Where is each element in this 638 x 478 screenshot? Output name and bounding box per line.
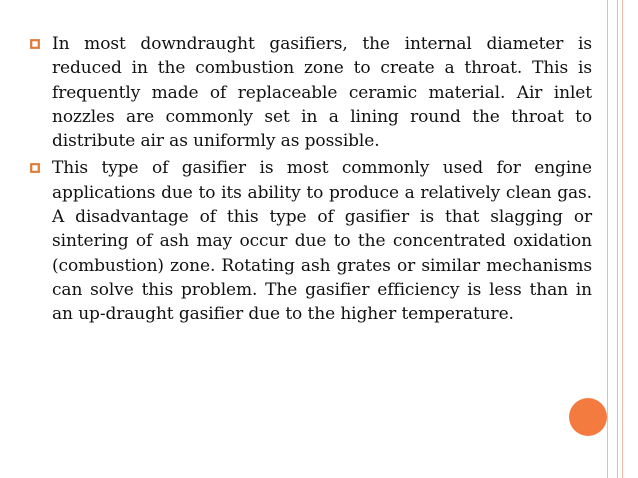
bullet-item [30, 32, 592, 153]
bullet-text: In most downdraught gasifiers, the internal diameter is reduced in the combustion zone to create a throat. This is frequently made of replaceable ceramic material. Air inlet nozzles are commonly set in a lining round the throat to distribute air as uniformly as possible. [52, 34, 592, 152]
frame-line [617, 0, 618, 478]
accent-circle [569, 398, 607, 436]
bullet-text: This type of gasifier is most commonly used for engine applications due to its ability to produce a relatively clean gas. A disadvantage of this type of gasifier is that slagging or sintering of ash may occur due to the concentrated oxidation (combustion) zone. Rotating ash grates or similar mechanisms can solve this problem. The gasifier efficiency is less than in an up-draught gasifier due to the higher temperature. [52, 158, 592, 325]
frame-line [607, 0, 608, 478]
hollow-square-icon [30, 163, 40, 173]
frame-line [622, 0, 623, 478]
bullet-item [30, 156, 592, 326]
hollow-square-icon [30, 39, 40, 49]
slide-body [30, 32, 592, 330]
